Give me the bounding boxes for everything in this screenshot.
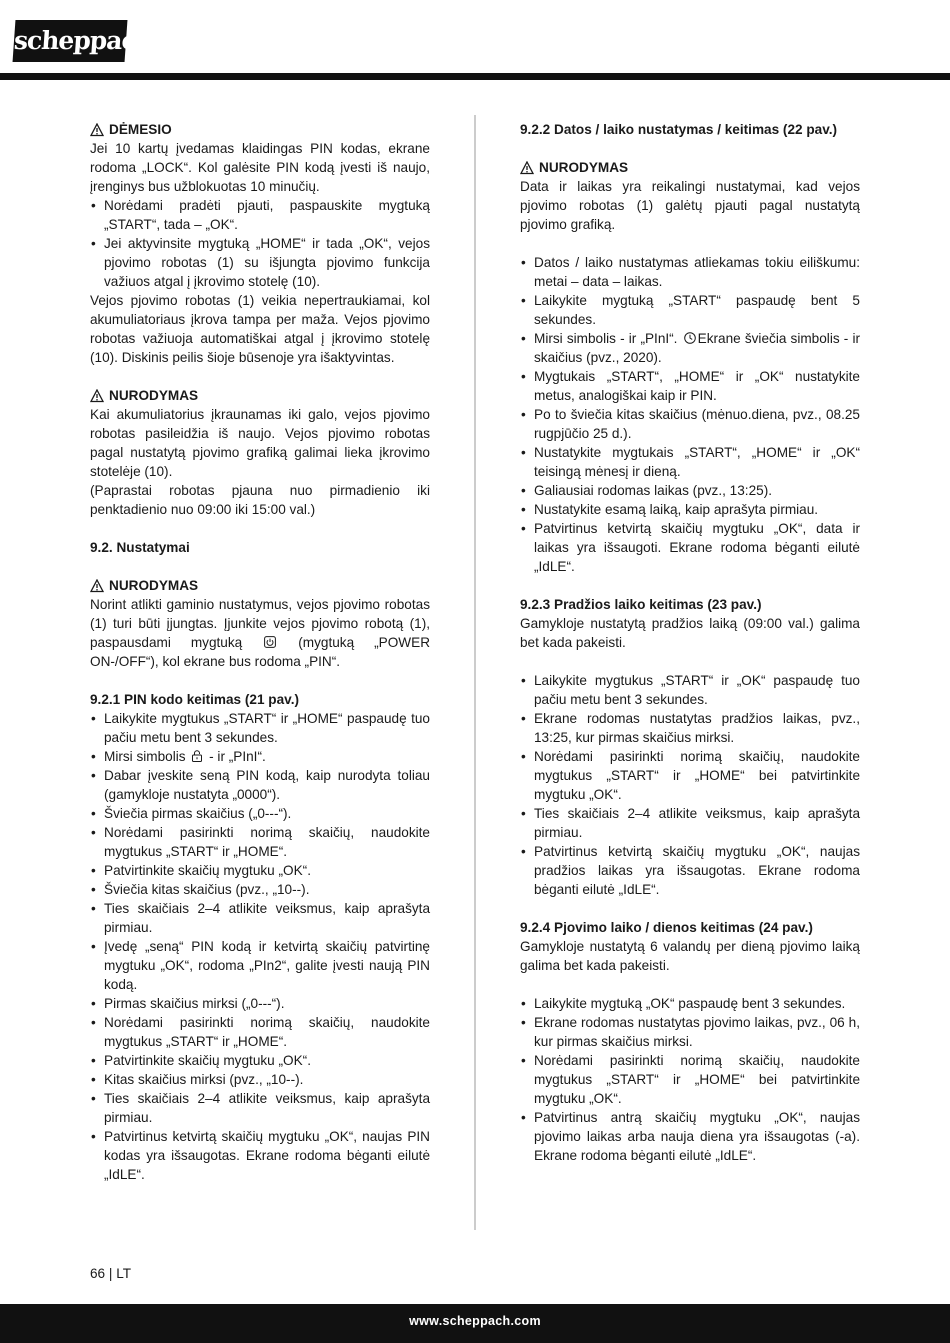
- list-item: • Šviečia pirmas skaičius („0---“).: [90, 804, 430, 823]
- warning-triangle-icon: [520, 161, 534, 175]
- list-item: • Patvirtinus antrą skaičių mygtuku „OK“, naujas pjovimo laikas arba nauja diena yra išsaugotas (-a). Ekrane rodoma bėganti eilutė „IdLE“.: [520, 1108, 860, 1165]
- list-item: • Norėdami pasirinkti norimą skaičių, naudokite mygtukus „START“ ir „HOME“.: [90, 1013, 430, 1051]
- list-item: • Laikykite mygtukus „START“ ir „HOME“ paspaudę tuo pačiu metu bent 3 sekundes.: [90, 709, 430, 747]
- subsection-title: 9.2.2 Datos / laiko nustatymas / keitimas (22 pav.): [520, 122, 838, 137]
- note-text: Data ir laikas yra reikalingi nustatymai, kad vejos pjovimo robotas (1) galėtų pjauti pagal nustatytą pjovimo grafiką.: [520, 179, 860, 232]
- list-item: • Datos / laiko nustatymas atliekamas tokiu eiliškumu: metai – data – laikas.: [520, 253, 860, 291]
- warning-triangle-icon: [90, 389, 104, 403]
- warning-after-text: Vejos pjovimo robotas (1) veikia nepertraukiamai, kol akumuliatoriaus įkrova tampa per maža. Vejos pjovimo robotas važiuoja automatiškai atgal į įkrovimo stotelę (10). Diskinis peilis šioje būsenoje yra išaktyvintas.: [90, 293, 430, 365]
- subsection-title: 9.2.4 Pjovimo laiko / dienos keitimas (24 pav.): [520, 920, 813, 935]
- note-title-row: [90, 386, 430, 405]
- list-item: • Ties skaičiais 2–4 atlikite veiksmus, kaip aprašyta pirmiau.: [90, 899, 430, 937]
- note-title: NURODYMAS: [109, 578, 199, 593]
- section-title: 9.2. Nustatymai: [90, 540, 190, 555]
- section-intro: Gamykloje nustatytą pradžios laiką (09:00 val.) galima bet kada pakeisti.: [520, 616, 860, 650]
- list-item: • Galiausiai rodomas laikas (pvz., 13:25).: [520, 481, 860, 500]
- header-rule: [0, 73, 950, 80]
- column-divider: [474, 115, 476, 1230]
- list-item: • Pirmas skaičius mirksi („0---“).: [90, 994, 430, 1013]
- warning-triangle-icon: [90, 579, 104, 593]
- list-item: • Ekrane rodomas nustatytas pjovimo laikas, pvz., 06 h, kur pirmas skaičius mirksi.: [520, 1013, 860, 1051]
- warning-text: Jei 10 kartų įvedamas klaidingas PIN kodas, ekrane rodoma „LOCK“. Kol galėsite PIN kodą įvesti iš naujo, įrenginys bus užblokuotas 10 minučių.: [90, 141, 430, 194]
- lock-icon: [191, 750, 203, 762]
- list-item: • Jei aktyvinsite mygtuką „HOME“ ir tada „OK“, vejos pjovimo robotas (1) su išjungta pjovimo funkcija važiuos atgal į įkrovimo stotelę (10).: [90, 234, 430, 291]
- note-title: NURODYMAS: [539, 160, 629, 175]
- list-item: • Patvirtinus ketvirtą skaičių mygtuku „OK“, naujas pradžios laikas yra išsaugotas. Ekrane rodoma bėganti eilutė „IdLE“.: [520, 842, 860, 899]
- note-title-row: [520, 158, 860, 177]
- list-item: • Norėdami pasirinkti norimą skaičių, naudokite mygtukus „START“ ir „HOME“ bei patvirtinkite mygtuku „OK“.: [520, 747, 860, 804]
- list-item: • Laikykite mygtuką „OK“ paspaudę bent 3 sekundes.: [520, 994, 860, 1013]
- list-item: • Patvirtinkite skaičių mygtuku „OK“.: [90, 1051, 430, 1070]
- start-time-steps-list: [520, 671, 860, 899]
- pin-steps-list: [90, 709, 430, 1184]
- warning-bullets: [90, 196, 430, 291]
- cutting-time-steps-list: [520, 994, 860, 1165]
- list-item: • Ties skaičiais 2–4 atlikite veiksmus, kaip aprašyta pirmiau.: [90, 1089, 430, 1127]
- note-title-row: [90, 576, 430, 595]
- note-text: (Paprastai robotas pjauna nuo pirmadienio iki penktadienio nuo 09:00 iki 15:00 val.): [90, 483, 430, 517]
- list-item: • Kitas skaičius mirksi (pvz., „10--).: [90, 1070, 430, 1089]
- left-column: [90, 120, 430, 1184]
- list-item: • Mirsi simbolis - ir „PInI“. Ekrane šviečia simbolis - ir skaičius (pvz., 2020).: [520, 329, 860, 367]
- note-title: NURODYMAS: [109, 388, 199, 403]
- subsection-title: 9.2.1 PIN kodo keitimas (21 pav.): [90, 692, 300, 707]
- list-item: • Laikykite mygtuką „START“ paspaudę bent 5 sekundes.: [520, 291, 860, 329]
- right-column: [520, 120, 860, 1165]
- list-item: • Patvirtinkite skaičių mygtuku „OK“.: [90, 861, 430, 880]
- list-item: • Šviečia kitas skaičius (pvz., „10--).: [90, 880, 430, 899]
- clock-icon: [684, 332, 696, 344]
- list-item: • Norėdami pradėti pjauti, paspauskite mygtuką „START“, tada – „OK“.: [90, 196, 430, 234]
- list-item: • Nustatykite esamą laiką, kaip aprašyta pirmiau.: [520, 500, 860, 519]
- subsection-title: 9.2.3 Pradžios laiko keitimas (23 pav.): [520, 597, 762, 612]
- note-text: Kai akumuliatorius įkraunamas iki galo, vejos pjovimo robotas pasileidžia iš naujo. Vejos pjovimo robotas pagal nustatytą pjovimo grafiką galimai lieka įkrovimo stotelėje (10).: [90, 407, 430, 479]
- page-number: 66 | LT: [90, 1266, 132, 1281]
- list-item: • Dabar įveskite seną PIN kodą, kaip nurodyta toliau (gamykloje nustatyta „0000“).: [90, 766, 430, 804]
- warning-title-row: [90, 120, 430, 139]
- list-item: • Mygtukais „START“, „HOME“ ir „OK“ nustatykite metus, analogiškai kaip ir PIN.: [520, 367, 860, 405]
- list-item: • Norėdami pasirinkti norimą skaičių, naudokite mygtukus „START“ ir „HOME“ bei patvirtinkite mygtuku „OK“.: [520, 1051, 860, 1108]
- warning-title: DĖMESIO: [109, 122, 172, 137]
- note-text: Norint atlikti gaminio nustatymus, vejos pjovimo robotas (1) turi būti įjungtas. Įjunkite vejos pjovimo robotą (1), paspausdami mygtuką (mygtuką „POWER ON-/OFF“), kol ekrane bus rodoma „PIN“.: [90, 597, 431, 669]
- list-item: • Mirsi simbolis - ir „PInI“.: [90, 747, 430, 766]
- footer-url[interactable]: www.scheppach.com: [409, 1314, 541, 1328]
- list-item: • Patvirtinus ketvirtą skaičių mygtuku „OK“, naujas PIN kodas yra išsaugotas. Ekrane rodoma bėganti eilutė „IdLE“.: [90, 1127, 430, 1184]
- list-item: • Po to šviečia kitas skaičius (mėnuo.diena, pvz., 08.25 rugpjūčio 25 d.).: [520, 405, 860, 443]
- warning-triangle-icon: [90, 123, 104, 137]
- section-intro: Gamykloje nustatytą 6 valandų per dieną pjovimo laiką galima bet kada pakeisti.: [520, 939, 860, 973]
- list-item: • Patvirtinus ketvirtą skaičių mygtuku „OK“, data ir laikas yra išsaugoti. Ekrane rodoma bėganti eilutė „IdLE“.: [520, 519, 860, 576]
- list-item: • Ties skaičiais 2–4 atlikite veiksmus, kaip aprašyta pirmiau.: [520, 804, 860, 842]
- list-item: • Nustatykite mygtukais „START“, „HOME“ ir „OK“ teisingą mėnesį ir dieną.: [520, 443, 860, 481]
- list-item: • Ekrane rodomas nustatytas pradžios laikas, pvz., 13:25, kur pirmas skaičius mirksi.: [520, 709, 860, 747]
- power-button-icon: [264, 636, 276, 648]
- list-item: • Laikykite mygtukus „START“ ir „OK“ paspaudę tuo pačiu metu bent 3 sekundes.: [520, 671, 860, 709]
- brand-logo: scheppach: [13, 20, 128, 62]
- date-steps-list: [520, 253, 860, 576]
- list-item: • Įvedę „seną“ PIN kodą ir ketvirtą skaičių patvirtinę mygtuku „OK“, rodoma „PIn2“, galite įvesti naują PIN kodą.: [90, 937, 430, 994]
- list-item: • Norėdami pasirinkti norimą skaičių, naudokite mygtukus „START“ ir „HOME“.: [90, 823, 430, 861]
